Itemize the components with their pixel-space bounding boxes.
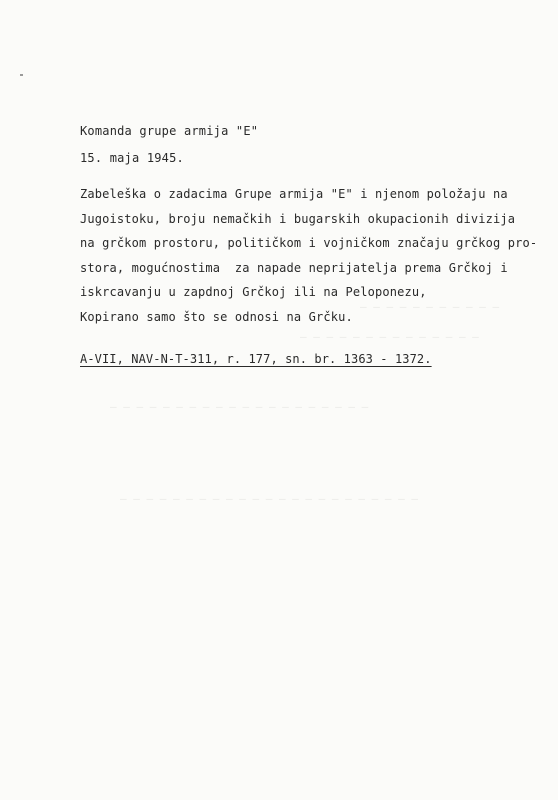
body-line-1: Zabeleška o zadacima Grupe armija "E" i njenom položaju na (80, 187, 508, 201)
body-line-3: na grčkom prostoru, političkom i vojničkom značaju grčkog pro- (80, 236, 538, 250)
body-line-6: Kopirano samo što se odnosi na Grčku. (80, 309, 353, 324)
header-date: 15. maja 1945. (80, 151, 184, 165)
bleed-through-4: — — — — — — — — — — — — — — — — — — — — — — — (120, 492, 419, 505)
header-command: Komanda grupe armija "E" (80, 124, 259, 138)
body-line-4: stora, mogućnostima za napade neprijatelja prema Grčkoj i (80, 260, 508, 275)
document-header (80, 118, 258, 172)
bleed-through-3: — — — — — — — — — — — — — — — — — — — — (110, 400, 369, 413)
margin-mark (20, 74, 23, 76)
bleed-through-1: — — — — — — — — — — — (360, 300, 500, 313)
body-line-5: iskrcavanju u zapdnoj Grčkoj ili na Peloponezu, (80, 285, 427, 299)
bleed-through-2: — — — — — — — — — — — — — — (300, 330, 479, 343)
archive-reference: A-VII, NAV-N-T-311, r. 177, sn. br. 1363 - 1372. (80, 352, 432, 366)
body-line-2: Jugoistoku, broju nemačkih i bugarskih okupacionih divizija (80, 211, 516, 226)
document-body (80, 182, 540, 329)
